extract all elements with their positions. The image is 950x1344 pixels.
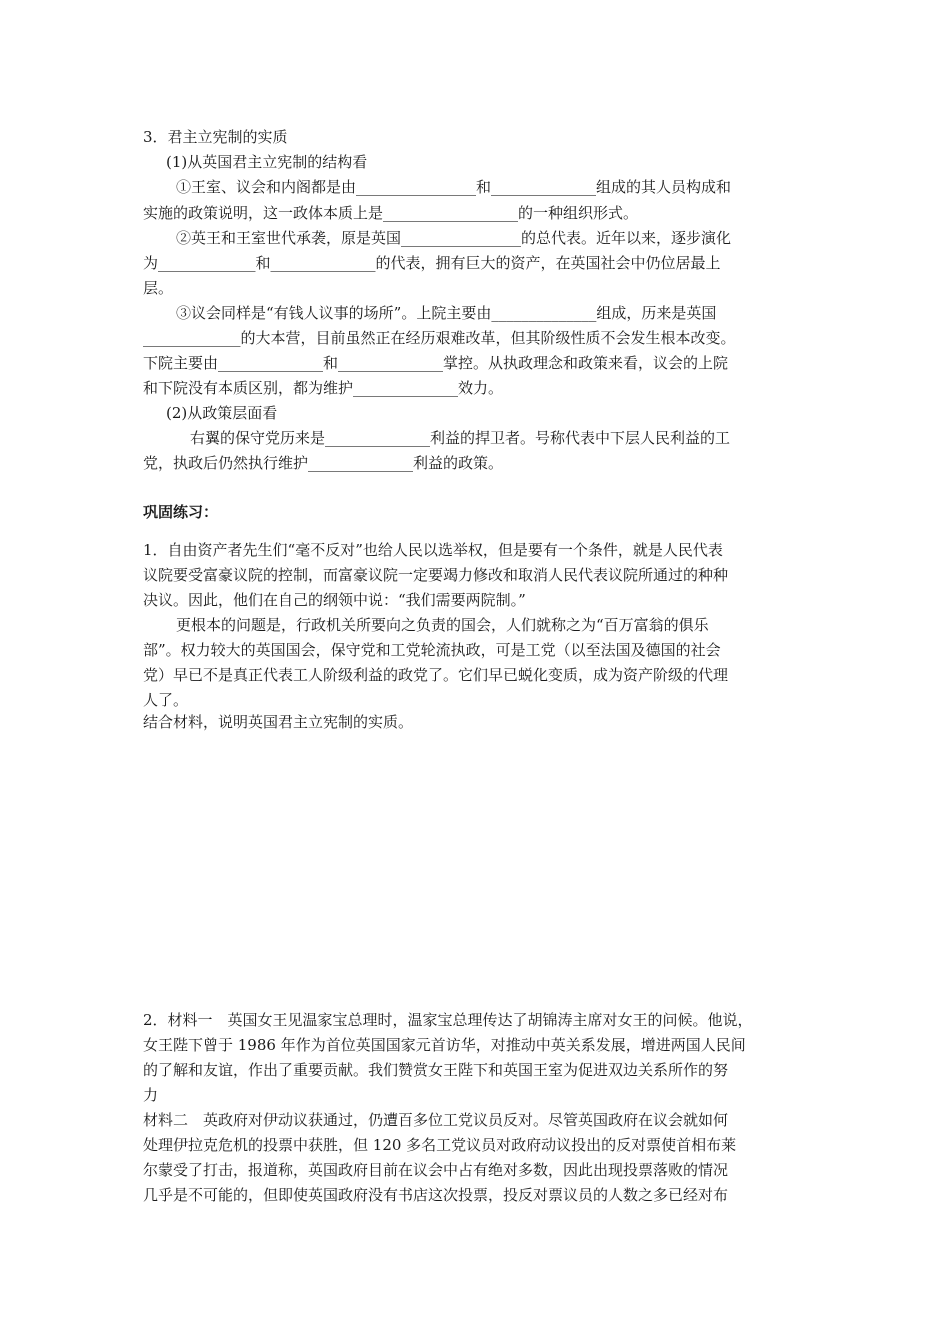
- question-line: 1．自由资产者先生们“毫不反对”也给人民以选举权，但是要有一个条件，就是人民代表: [143, 541, 723, 559]
- question-line: 尔蒙受了打击，报道称，英国政府目前在议会中占有绝对多数，因此出现投票落败的情况: [143, 1161, 729, 1179]
- paragraph-line: _____________的大本营，目前虽然正在经历艰难改革，但其阶级性质不会发生根本改变。: [143, 329, 736, 347]
- paragraph-line: 为_____________和______________的代表，拥有巨大的资产，在英国社会中仍位居最上: [143, 254, 721, 272]
- paragraph-line: 层。: [143, 279, 174, 297]
- exercises-heading: 巩固练习：: [143, 503, 219, 521]
- paragraph-line: 和下院没有本质区别，都为维护______________效力。: [143, 379, 504, 397]
- paragraph-line: ②英王和王室世代承袭，原是英国________________的总代表。近年以来，逐步演化: [176, 229, 732, 247]
- question-line: 议院要受富豪议院的控制，而富豪议院一定要竭力修改和取消人民代表议院所通过的种种: [143, 566, 729, 584]
- question-line: 材料二 英政府对伊动议获通过，仍遭百多位工党议员反对。尽管英国政府在议会就如何: [143, 1111, 729, 1129]
- paragraph-line: ①王室、议会和内阁都是由________________和______________组成的其人员构成和: [176, 178, 732, 196]
- paragraph-line: ③议会同样是“有钱人议事的场所”。上院主要由______________组成，历来是英国: [176, 304, 717, 322]
- paragraph-line: 党，执政后仍然执行维护______________利益的政策。: [143, 454, 504, 472]
- question-line: 部”。权力较大的英国国会，保守党和工党轮流执政，可是工党（以至法国及德国的社会: [143, 641, 721, 659]
- question-line: 更根本的问题是，行政机关所要向之负责的国会，人们就称之为“百万富翁的俱乐: [176, 616, 709, 634]
- question-line: 力: [143, 1086, 159, 1104]
- paragraph-line: 右翼的保守党历来是______________利益的捍卫者。号称代表中下层人民利益的工: [190, 429, 731, 447]
- question-line: 几乎是不可能的，但即使英国政府没有书店这次投票，投反对票议员的人数之多已经对布: [143, 1186, 729, 1204]
- question-prompt: 结合材料，说明英国君主立宪制的实质。: [143, 713, 414, 731]
- paragraph-line: 下院主要由______________和______________掌控。从执政理念和政策来看，议会的上院: [143, 354, 729, 372]
- subsection-heading: (2)从政策层面看: [166, 404, 278, 422]
- question-line: 2．材料一 英国女王见温家宝总理时，温家宝总理传达了胡锦涛主席对女王的问候。他说，: [143, 1011, 753, 1029]
- subsection-heading: (1)从英国君主立宪制的结构看: [166, 153, 368, 171]
- section-heading: 3．君主立宪制的实质: [143, 128, 288, 146]
- question-line: 人了。: [143, 691, 189, 709]
- question-line: 党）早已不是真正代表工人阶级利益的政党了。它们早已蜕化变质，成为资产阶级的代理: [143, 666, 729, 684]
- question-line: 的了解和友谊，作出了重要贡献。我们赞赏女王陛下和英国王室为促进双边关系所作的努: [143, 1061, 729, 1079]
- question-line: 处理伊拉克危机的投票中获胜，但 120 多名工党议员对政府动议投出的反对票使首相布莱: [143, 1136, 737, 1154]
- paragraph-line: 实施的政策说明，这一政体本质上是__________________的一种组织形式。: [143, 204, 639, 222]
- question-line: 决议。因此，他们在自己的纲领中说：“我们需要两院制。”: [143, 591, 526, 609]
- question-line: 女王陛下曾于 1986 年作为首位英国国家元首访华，对推动中英关系发展，增进两国人民间: [143, 1036, 746, 1054]
